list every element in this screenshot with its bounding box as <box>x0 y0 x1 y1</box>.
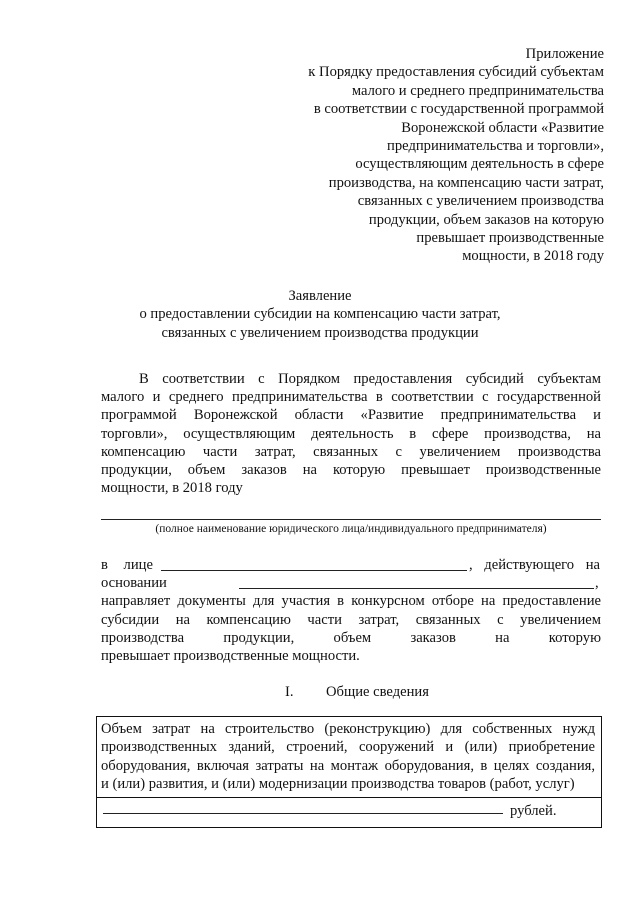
intro-line: В соответствии с Порядком предоставления субсидий субъектам <box>139 371 601 387</box>
section-title: Общие сведения <box>326 684 429 700</box>
submission-line: производства продукции, объем заказов на которую <box>101 629 601 646</box>
submission-line: превышает производственные мощности. <box>101 647 360 664</box>
intro-line: продукции, объем заказов на которую превышает производственные <box>101 462 601 479</box>
appendix-line: в соответствии с государственной программой <box>313 101 604 118</box>
expenses-line: производственных зданий, строений, сооружений и (или) приобретение <box>101 739 595 756</box>
submission-text <box>101 592 601 665</box>
appendix-line: связанных с увеличением производства <box>357 193 604 210</box>
representative-name-field[interactable] <box>161 556 467 571</box>
intro-line: программой Воронежской области «Развитие предпринимательства и <box>101 407 601 424</box>
intro-line: мощности, в 2018 году <box>101 480 243 497</box>
appendix-line: осуществляющим деятельность в сфере <box>355 156 604 173</box>
company-name-field[interactable] <box>101 519 601 520</box>
appendix-line: производства, на компенсацию части затрат, <box>328 174 604 191</box>
expenses-line: Объем затрат на строительство (реконструкцию) для собственных нужд <box>101 721 595 737</box>
basis-row <box>101 574 601 592</box>
company-name-caption: (полное наименование юридического лица/индивидуального предпринимателя) <box>155 523 547 535</box>
appendix-line: малого и среднего предпринимательства <box>351 82 604 99</box>
statement-title-block <box>0 287 640 342</box>
basis-label: основании <box>101 575 167 592</box>
intro-paragraph <box>101 370 601 497</box>
basis-comma: , <box>595 575 599 592</box>
table-divider <box>97 797 601 798</box>
appendix-line: продукции, объем заказов на которую <box>368 211 604 228</box>
appendix-line: предпринимательства и торговли», <box>387 138 604 155</box>
in-person-label: в лице <box>101 557 153 573</box>
intro-line: компенсацию части затрат, связанных с увеличением производства <box>101 443 601 460</box>
submission-line: субсидии на компенсацию части затрат, связанных с увеличением <box>101 611 601 628</box>
basis-document-field[interactable] <box>239 574 594 589</box>
section-number: I. <box>285 684 294 700</box>
acting-label: , действующего на <box>469 557 601 573</box>
statement-title: Заявление <box>288 288 352 304</box>
intro-line: малого и среднего предпринимательства в соответствии с государственной <box>101 389 601 406</box>
appendix-line: Воронежской области «Развитие <box>401 119 604 136</box>
submission-line: направляет документы для участия в конкурсном отборе на предоставление <box>101 593 601 610</box>
amount-unit: рублей. <box>510 803 557 819</box>
statement-subtitle-line: о предоставлении субсидии на компенсацию части затрат, <box>139 306 501 323</box>
appendix-line: Приложение <box>525 46 604 62</box>
expenses-description <box>101 720 595 793</box>
appendix-line: к Порядку предоставления субсидий субъектам <box>308 64 604 81</box>
intro-line: торговли», осуществляющим деятельность в сфере производства, на <box>101 425 601 442</box>
statement-subtitle-line: связанных с увеличением производства продукции <box>161 324 479 341</box>
appendix-line: мощности, в 2018 году <box>462 248 604 265</box>
appendix-line: превышает производственные <box>416 230 604 247</box>
in-person-row <box>101 556 601 574</box>
expenses-line: и (или) развития, и (или) модернизации производства товаров (работ, услуг) <box>101 775 575 792</box>
appendix-header <box>274 45 604 266</box>
expenses-table <box>96 716 602 828</box>
representative-block <box>101 556 601 665</box>
expenses-amount-field[interactable] <box>103 813 503 814</box>
expenses-line: оборудования, включая затраты на монтаж оборудования, в целях создания, <box>101 757 595 774</box>
